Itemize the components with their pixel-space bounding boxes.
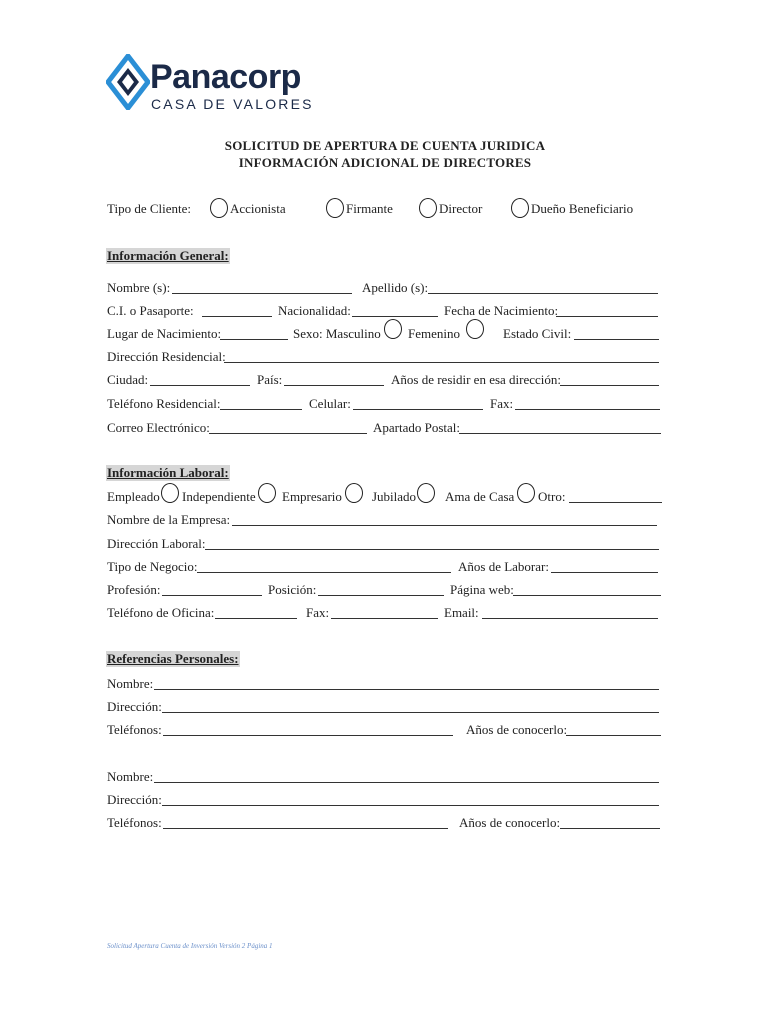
otro-label: Otro: bbox=[538, 489, 566, 504]
jubilado-label: Jubilado bbox=[372, 489, 417, 504]
ref1-direccion-label: Dirección: bbox=[107, 699, 162, 714]
ref2-anos-label: Años de conocerlo: bbox=[459, 815, 561, 830]
pagina-web-field[interactable] bbox=[513, 595, 661, 596]
general-info-heading: Información General: bbox=[107, 248, 229, 263]
posicion-label: Posición: bbox=[268, 582, 317, 597]
fax-residencial-label: Fax: bbox=[490, 396, 514, 411]
nacionalidad-field[interactable] bbox=[352, 316, 438, 317]
ci-field[interactable] bbox=[202, 316, 272, 317]
form-subtitle: INFORMACIÓN ADICIONAL DE DIRECTORES bbox=[238, 155, 532, 170]
ci-label: C.I. o Pasaporte: bbox=[107, 303, 194, 318]
ref2-anos-field[interactable] bbox=[560, 828, 660, 829]
direccion-residencial-field[interactable] bbox=[224, 362, 659, 363]
logo-tagline: CASA DE VALORES bbox=[151, 96, 314, 112]
form-title: SOLICITUD DE APERTURA DE CUENTA JURIDICA bbox=[224, 138, 546, 153]
ref1-telefonos-field[interactable] bbox=[163, 735, 453, 736]
estado-civil-label: Estado Civil: bbox=[503, 326, 572, 341]
femenino-label: Femenino bbox=[408, 326, 460, 341]
telefono-residencial-label: Teléfono Residencial: bbox=[107, 396, 221, 411]
fecha-nacimiento-field[interactable] bbox=[556, 316, 658, 317]
ref2-direccion-label: Dirección: bbox=[107, 792, 162, 807]
director-radio[interactable] bbox=[419, 198, 437, 218]
celular-label: Celular: bbox=[309, 396, 351, 411]
correo-label: Correo Electrónico: bbox=[107, 420, 210, 435]
anos-laborar-label: Años de Laborar: bbox=[458, 559, 549, 574]
lugar-nacimiento-label: Lugar de Nacimiento: bbox=[107, 326, 222, 341]
ama-de-casa-label: Ama de Casa bbox=[445, 489, 515, 504]
correo-field[interactable] bbox=[209, 433, 367, 434]
ref2-telefonos-field[interactable] bbox=[163, 828, 448, 829]
ref1-anos-field[interactable] bbox=[566, 735, 661, 736]
ref1-nombre-label: Nombre: bbox=[107, 676, 154, 691]
page-footer: Solicitud Apertura Cuenta de Inversión Versión 2 Página 1 bbox=[107, 942, 273, 950]
ref1-telefonos-label: Teléfonos: bbox=[107, 722, 162, 737]
fax-residencial-field[interactable] bbox=[515, 409, 660, 410]
dueno-beneficiario-radio[interactable] bbox=[511, 198, 529, 218]
dueno-beneficiario-label: Dueño Beneficiario bbox=[531, 201, 634, 216]
telefono-oficina-field[interactable] bbox=[215, 618, 297, 619]
laboral-info-heading: Información Laboral: bbox=[107, 465, 229, 480]
masculino-radio[interactable] bbox=[384, 319, 402, 339]
tipo-negocio-field[interactable] bbox=[197, 572, 451, 573]
empresa-label: Nombre de la Empresa: bbox=[107, 512, 231, 527]
pagina-web-label: Página web: bbox=[450, 582, 514, 597]
apartado-postal-field[interactable] bbox=[459, 433, 661, 434]
femenino-radio[interactable] bbox=[466, 319, 484, 339]
panacorp-logo-icon bbox=[106, 54, 150, 110]
nombre-label: Nombre (s): bbox=[107, 280, 171, 295]
independiente-label: Independiente bbox=[182, 489, 256, 504]
posicion-field[interactable] bbox=[318, 595, 444, 596]
empleado-radio[interactable] bbox=[161, 483, 179, 503]
direccion-laboral-label: Dirección Laboral: bbox=[107, 536, 206, 551]
apellido-label: Apellido (s): bbox=[362, 280, 429, 295]
anos-residir-label: Años de residir en esa dirección: bbox=[391, 372, 562, 387]
direccion-laboral-field[interactable] bbox=[205, 549, 659, 550]
logo-name: Panacorp bbox=[150, 58, 301, 96]
ref1-nombre-field[interactable] bbox=[154, 689, 659, 690]
fax-oficina-field[interactable] bbox=[331, 618, 438, 619]
anos-laborar-field[interactable] bbox=[551, 572, 658, 573]
ref2-direccion-field[interactable] bbox=[162, 805, 659, 806]
profesion-label: Profesión: bbox=[107, 582, 161, 597]
ref2-nombre-label: Nombre: bbox=[107, 769, 154, 784]
independiente-radio[interactable] bbox=[258, 483, 276, 503]
ref1-direccion-field[interactable] bbox=[162, 712, 659, 713]
pais-field[interactable] bbox=[284, 385, 384, 386]
accionista-label: Accionista bbox=[230, 201, 286, 216]
jubilado-radio[interactable] bbox=[417, 483, 435, 503]
fax-oficina-label: Fax: bbox=[306, 605, 330, 620]
pais-label: País: bbox=[257, 372, 283, 387]
ama-de-casa-radio[interactable] bbox=[517, 483, 535, 503]
sexo-masculino-label: Sexo: Masculino bbox=[293, 326, 381, 341]
ref2-nombre-field[interactable] bbox=[154, 782, 659, 783]
email-field[interactable] bbox=[482, 618, 658, 619]
telefono-oficina-label: Teléfono de Oficina: bbox=[107, 605, 215, 620]
otro-field[interactable] bbox=[569, 502, 662, 503]
apellido-field[interactable] bbox=[428, 293, 658, 294]
profesion-field[interactable] bbox=[162, 595, 262, 596]
ciudad-label: Ciudad: bbox=[107, 372, 149, 387]
estado-civil-field[interactable] bbox=[574, 339, 659, 340]
accionista-radio[interactable] bbox=[210, 198, 228, 218]
fecha-nacimiento-label: Fecha de Nacimiento: bbox=[444, 303, 559, 318]
empleado-label: Empleado bbox=[107, 489, 160, 504]
empresario-label: Empresario bbox=[282, 489, 342, 504]
nombre-field[interactable] bbox=[172, 293, 352, 294]
empresa-field[interactable] bbox=[232, 525, 657, 526]
celular-field[interactable] bbox=[353, 409, 483, 410]
referencias-heading: Referencias Personales: bbox=[107, 651, 239, 666]
email-label: Email: bbox=[444, 605, 479, 620]
telefono-residencial-field[interactable] bbox=[220, 409, 302, 410]
firmante-label: Firmante bbox=[346, 201, 393, 216]
tipo-negocio-label: Tipo de Negocio: bbox=[107, 559, 198, 574]
ciudad-field[interactable] bbox=[150, 385, 250, 386]
ref2-telefonos-label: Teléfonos: bbox=[107, 815, 162, 830]
director-label: Director bbox=[439, 201, 483, 216]
direccion-residencial-label: Dirección Residencial: bbox=[107, 349, 226, 364]
client-type-label: Tipo de Cliente: bbox=[107, 201, 192, 216]
firmante-radio[interactable] bbox=[326, 198, 344, 218]
anos-residir-field[interactable] bbox=[560, 385, 659, 386]
nacionalidad-label: Nacionalidad: bbox=[278, 303, 351, 318]
ref1-anos-label: Años de conocerlo: bbox=[466, 722, 568, 737]
apartado-postal-label: Apartado Postal: bbox=[373, 420, 461, 435]
empresario-radio[interactable] bbox=[345, 483, 363, 503]
lugar-nacimiento-field[interactable] bbox=[220, 339, 288, 340]
